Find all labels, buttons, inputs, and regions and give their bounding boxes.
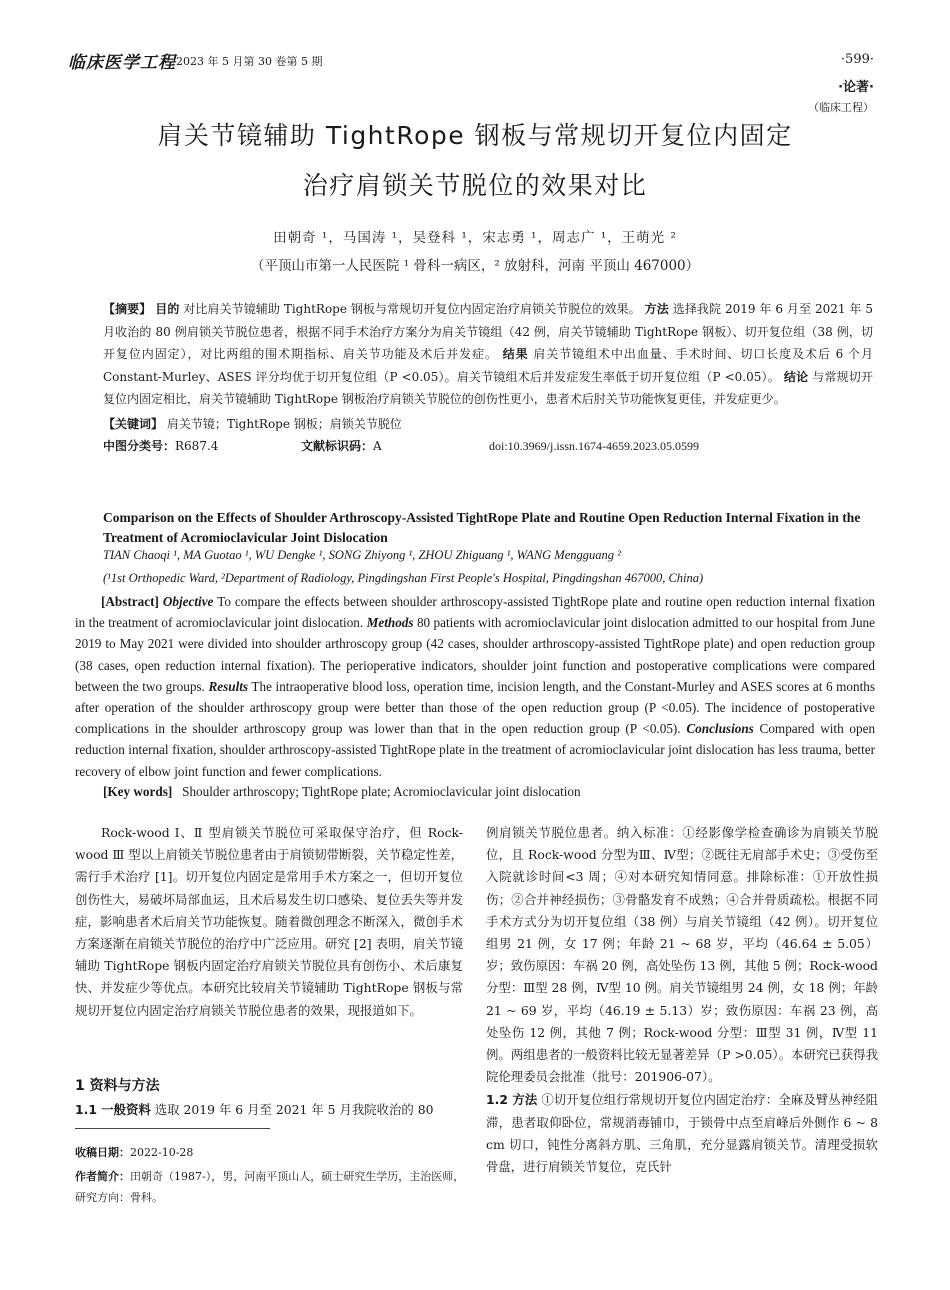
methods-label: 方法 [644, 302, 669, 316]
doc-code-label: 文献标识码： [301, 439, 374, 453]
section-1-1 [75, 1100, 465, 1118]
english-keywords [103, 784, 581, 800]
section-1-2-label: 1.2 方法 [486, 1092, 538, 1108]
conclusion-text: 与常规切开复位内固定相比，肩关节镜辅助 TightRope 钢板治疗肩锁关节脱位的创伤性更小，患者术后肘关节功能恢复更佳，并发症更少。 [103, 369, 873, 406]
keywords-label: 【关键词】 [103, 416, 164, 431]
section-1-2-text: ①切开复位组行常规切开复位内固定治疗：全麻及臂丛神经阻滞，患者取仰卧位，常规消毒铺巾，于锁骨中点至肩峰后外侧作 6 ~ 8 cm 切口，钝性分离斜方肌、三角肌，充分显露肩锁关节。清理受损软骨盘，进行肩锁关节复位，克氏针 [486, 1092, 879, 1175]
affiliation: （平顶山市第一人民医院 ¹ 骨科一病区，² 放射科，河南 平顶山 467000） [250, 258, 700, 274]
doc-code-value: A [373, 439, 382, 453]
journal-logo: 临床医学工程 [68, 53, 176, 73]
en-results-text: The intraoperative blood loss, operation time, incision length, and the Constant-Murley and ASES scores at 6 months after operation of the shoulder arthroscopy group were better than those of the open reduction group (P <0.05). The incidence of postoperative complications in the shoulder arthroscopy group was lower than that in the open reduction group (P <0.05). [75, 678, 876, 737]
title-line-2: 治疗肩锁关节脱位的效果对比 [302, 171, 648, 200]
title-line-1: 肩关节镜辅助 TightRope 钢板与常规切开复位内固定 [157, 121, 793, 150]
english-abstract [75, 591, 875, 782]
english-title: Comparison on the Effects of Shoulder Arthroscopy-Assisted TightRope Plate and Routine Open Reduction Internal Fixation in the Treatment of Acromioclavicular Joint Dislocation [103, 510, 861, 545]
abstract-label: 【摘要】 [103, 302, 152, 316]
page-number: ·599· [840, 52, 874, 67]
section-label: （临床工程） [808, 101, 874, 114]
section-heading-1: 1 资料与方法 [75, 1078, 160, 1094]
en-conclusions-text: Compared with open reduction internal fixation, shoulder arthroscopy-assisted TightRope plate in the treatment of acromioclavicular joint dislocation has less trauma, better recovery of elbow joint function and fewer complications. [75, 721, 876, 779]
en-results-label: Results [208, 678, 249, 694]
results-text: 肩关节镜组术中出血量、手术时间、切口长度及术后 6 个月 Constant-Murley、ASES 评分均优于切开复位组（P <0.05）。肩关节镜组术后并发症发生率低于切开复位组（P <0.05）。 [103, 347, 873, 384]
en-objective-label: Objective [162, 594, 214, 609]
english-affiliation: (¹1st Orthopedic Ward, ²Department of Radiology, Pingdingshan First People's Hospital, Pingdingshan 467000, China) [103, 571, 704, 585]
en-methods-text: 80 patients with acromioclavicular joint dislocation admitted to our hospital from June 2019 to May 2021 were divided into shoulder arthroscopy group (42 cases, shoulder arthroscopy-assisted TightRope plate) and open reduction group (38 cases, open reduction internal fixation). The perioperative indicators, shoulder joint function and postoperative complications were compared between the two groups. [75, 615, 876, 694]
author-bio: 作者简介：田朝奇（1987-），男，河南平顶山人，硕士研究生学历，主治医师，研究方向：骨科。 [75, 1170, 465, 1204]
body-intro: Rock-wood Ⅰ、Ⅱ 型肩锁关节脱位可采取保守治疗，但 Rock-wood Ⅲ 型以上肩锁关节脱位患者由于肩锁韧带断裂，关节稳定性差，需行手术治疗 [1]。切开复位内固定是常用手术方案之一，但切开复位创伤性大，易破坏局部血运，且术后易发生切口感染、复位丢失等并发症，影响患者术后肩关节功能恢复。随着微创理念不断深入，微创手术方案逐渐在肩锁关节脱位的治疗中广泛应用。研究 [2] 表明，肩关节镜辅助 TightRope 钢板内固定治疗肩锁关节脱位具有创伤小、术后康复快、并发症少等优点。本研究比较肩关节镜辅助 TightRope 钢板与常规切开复位内固定治疗肩锁关节脱位患者的效果，现报道如下。 [75, 825, 463, 1018]
objective-label: 目的 [155, 302, 180, 316]
body-right-column [486, 822, 878, 1178]
objective-text: 对比肩关节镜辅助 TightRope 钢板与常规切开复位内固定治疗肩锁关节脱位的效果。 [183, 302, 641, 316]
results-label: 结果 [502, 347, 529, 361]
clc-value: R687.4 [175, 439, 219, 453]
section-1-1-text: 选取 2019 年 6 月至 2021 年 5 月我院收治的 80 [154, 1102, 434, 1117]
abstract-zh [103, 298, 873, 457]
en-keywords-label: [Key words] [103, 784, 173, 799]
classification-line [103, 435, 873, 457]
footnote-divider [75, 1128, 270, 1129]
keywords-text: 肩关节镜；TightRope 钢板；肩锁关节脱位 [166, 416, 402, 431]
en-keywords-text: Shoulder arthroscopy; TightRope plate; Acromioclavicular joint dislocation [182, 784, 581, 799]
en-abstract-label: [Abstract] [101, 594, 159, 609]
methods-text: 选择我院 2019 年 6 月至 2021 年 5 月收治的 80 例肩锁关节脱位患者，根据不同手术治疗方案分为肩关节镜组（42 例，肩关节镜辅助 TightRope 钢板）、切开复位组（38 例，切开复位内固定），对比两组的围术期指标、肩关节功能及术后并发症。 [103, 302, 873, 361]
column-label: ·论著· [838, 80, 874, 95]
clc-label: 中图分类号： [103, 439, 176, 453]
issue-info: 2023 年 5 月第 30 卷第 5 期 [176, 55, 323, 68]
english-authors: TIAN Chaoqi ¹, MA Guotao ¹, WU Dengke ¹, SONG Zhiyong ¹, ZHOU Zhiguang ¹, WANG Mengguang ² [103, 548, 621, 562]
doi: doi:10.3969/j.issn.1674-4659.2023.05.0599 [489, 439, 700, 453]
section-1-2 [486, 1089, 878, 1178]
section-1-1-label: 1.1 一般资料 [75, 1102, 151, 1117]
keywords-line [103, 413, 873, 436]
en-objective-text: To compare the effects between shoulder arthroscopy-assisted TightRope plate and routine open reduction internal fixation in the treatment of acromioclavicular joint dislocation. [75, 594, 875, 631]
authors: 田朝奇 ¹，马国涛 ¹，吴登科 ¹，宋志勇 ¹，周志广 ¹，王萌光 ² [273, 230, 677, 246]
received-date: 收稿日期：2022-10-28 [75, 1146, 194, 1159]
en-methods-label: Methods [366, 615, 414, 631]
conclusion-label: 结论 [783, 369, 809, 384]
en-conclusions-label: Conclusions [686, 721, 754, 737]
section-1-1-continued: 例肩锁关节脱位患者。纳入标准：①经影像学检查确诊为肩锁关节脱位，且 Rock-wood 分型为Ⅲ、Ⅳ型；②既往无肩部手术史；③受伤至入院就诊时间<3 周；④对本研究知情同意。排除标准：①开放性损伤；②合并神经损伤；③骨骼发育不成熟；④合并骨质疏松。根据不同手术方式分为切开复位组（38 例）与肩关节镜组（42 例）。切开复位组男 21 例，女 17 例；年龄 21 ~ 68 岁，平均（46.64 ± 5.05）岁；致伤原因：车祸 20 例，高处坠伤 13 例，其他 5 例；Rock-wood 分型：Ⅲ型 28 例，Ⅳ型 10 例。肩关节镜组男 24 例，女 18 例；年龄 21 ~ 69 岁，平均（46.19 ± 5.13）岁；致伤原因：车祸 23 例，高处坠伤 12 例，其他 7 例；Rock-wood 分型：Ⅲ型 31 例，Ⅳ型 11 例。两组患者的一般资料比较无显著差异（P >0.05）。本研究已获得我院伦理委员会批准（批号：201906-07）。 [486, 825, 878, 1085]
